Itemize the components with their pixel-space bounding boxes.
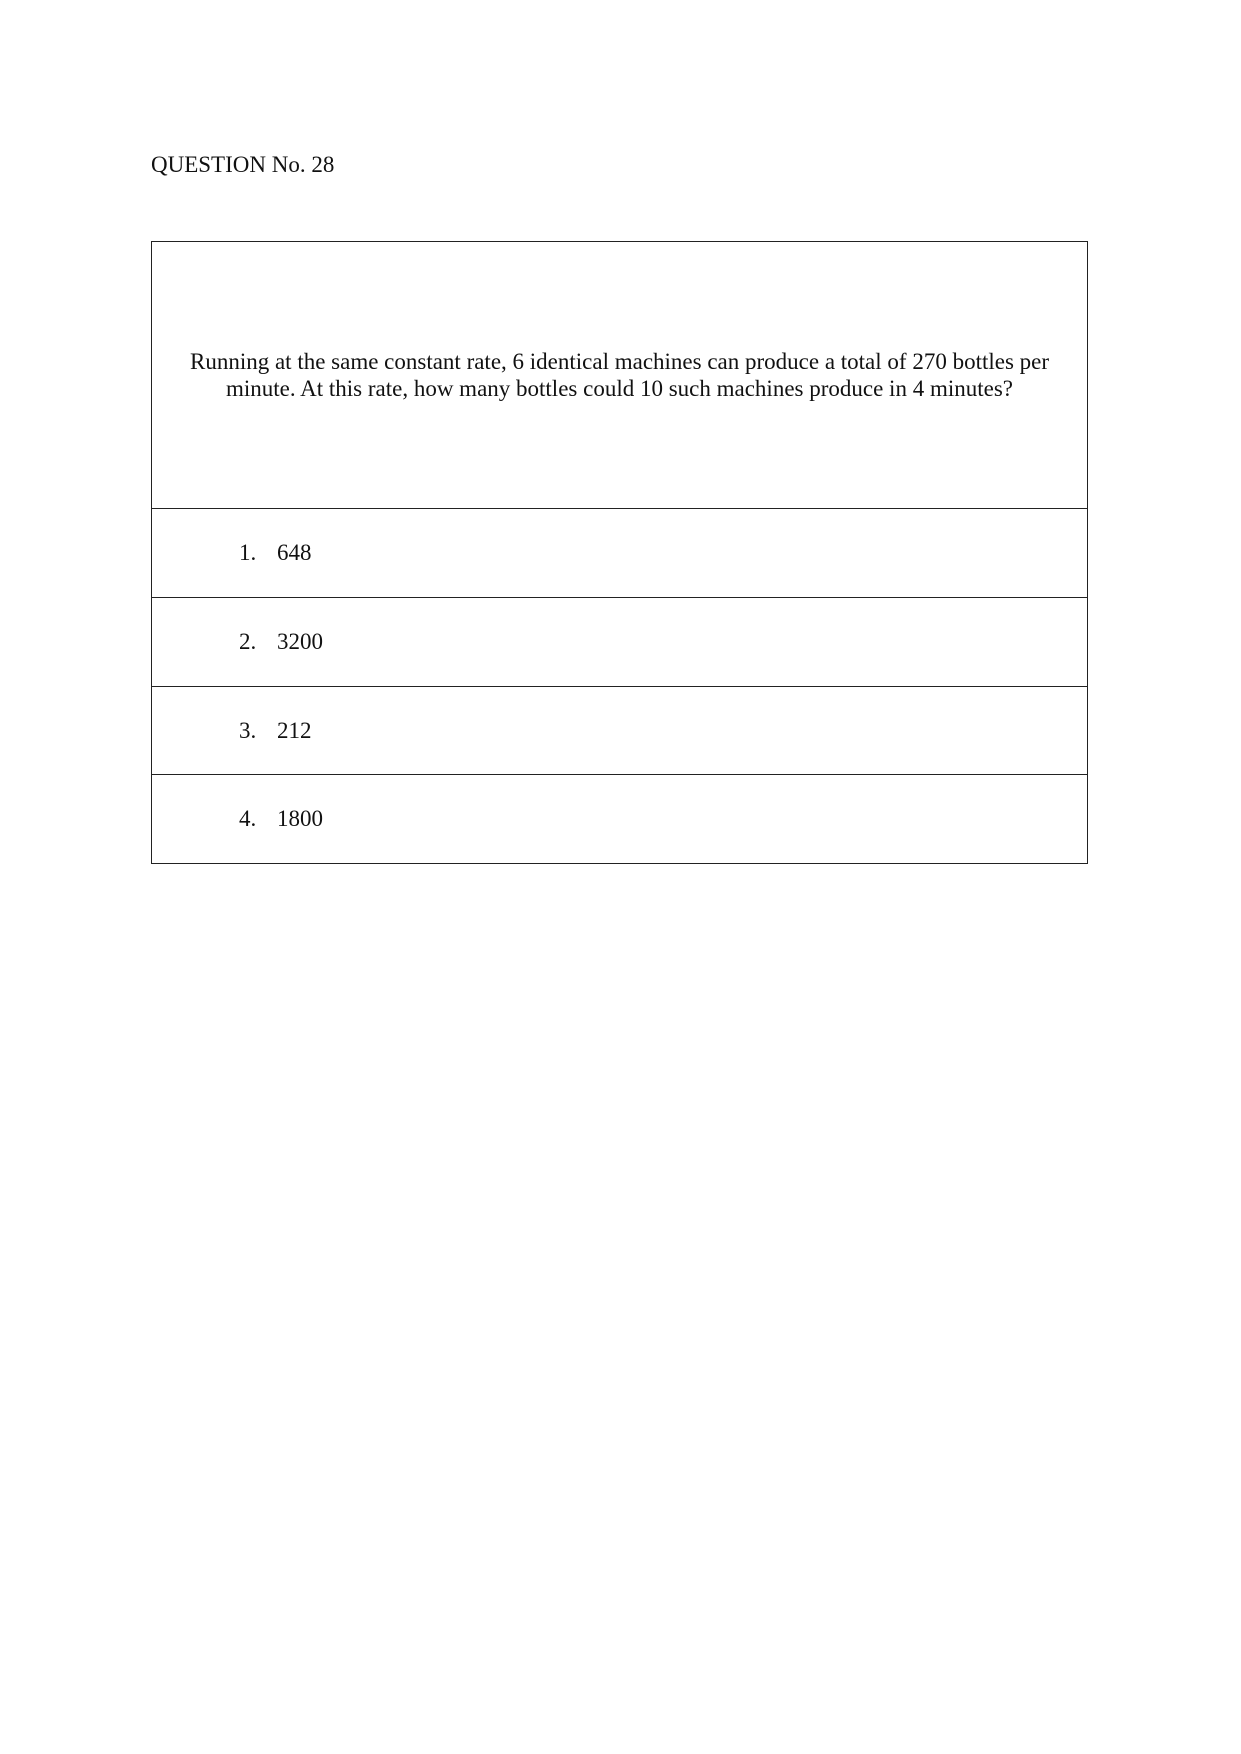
option-row-3 [152,687,1088,775]
option-row-2 [152,598,1088,687]
option-number: 2. [239,629,257,654]
answer-option [152,717,1087,745]
question-stem: Running at the same constant rate, 6 identical machines can produce a total of 270 bottles per minute. At this rate, how many bottles could 10 such machines produce in 4 minutes? [189,349,1050,401]
question-stem-row [152,242,1088,509]
option-number: 3. [239,717,257,743]
option-value: 1800 [277,806,323,831]
answer-option [152,628,1087,656]
option-row-1 [152,509,1088,598]
question-table [151,241,1088,864]
question-stem-cell [152,242,1088,509]
option-number: 4. [239,806,257,831]
option-cell [152,687,1088,775]
option-value: 3200 [277,629,323,654]
answer-option [152,539,1087,567]
option-cell [152,509,1088,598]
option-cell [152,598,1088,687]
option-value: 212 [277,717,312,743]
question-heading: QUESTION No. 28 [151,152,335,177]
answer-option [152,805,1087,833]
option-number: 1. [239,540,257,565]
option-value: 648 [277,540,312,565]
option-cell [152,775,1088,864]
option-row-4 [152,775,1088,864]
